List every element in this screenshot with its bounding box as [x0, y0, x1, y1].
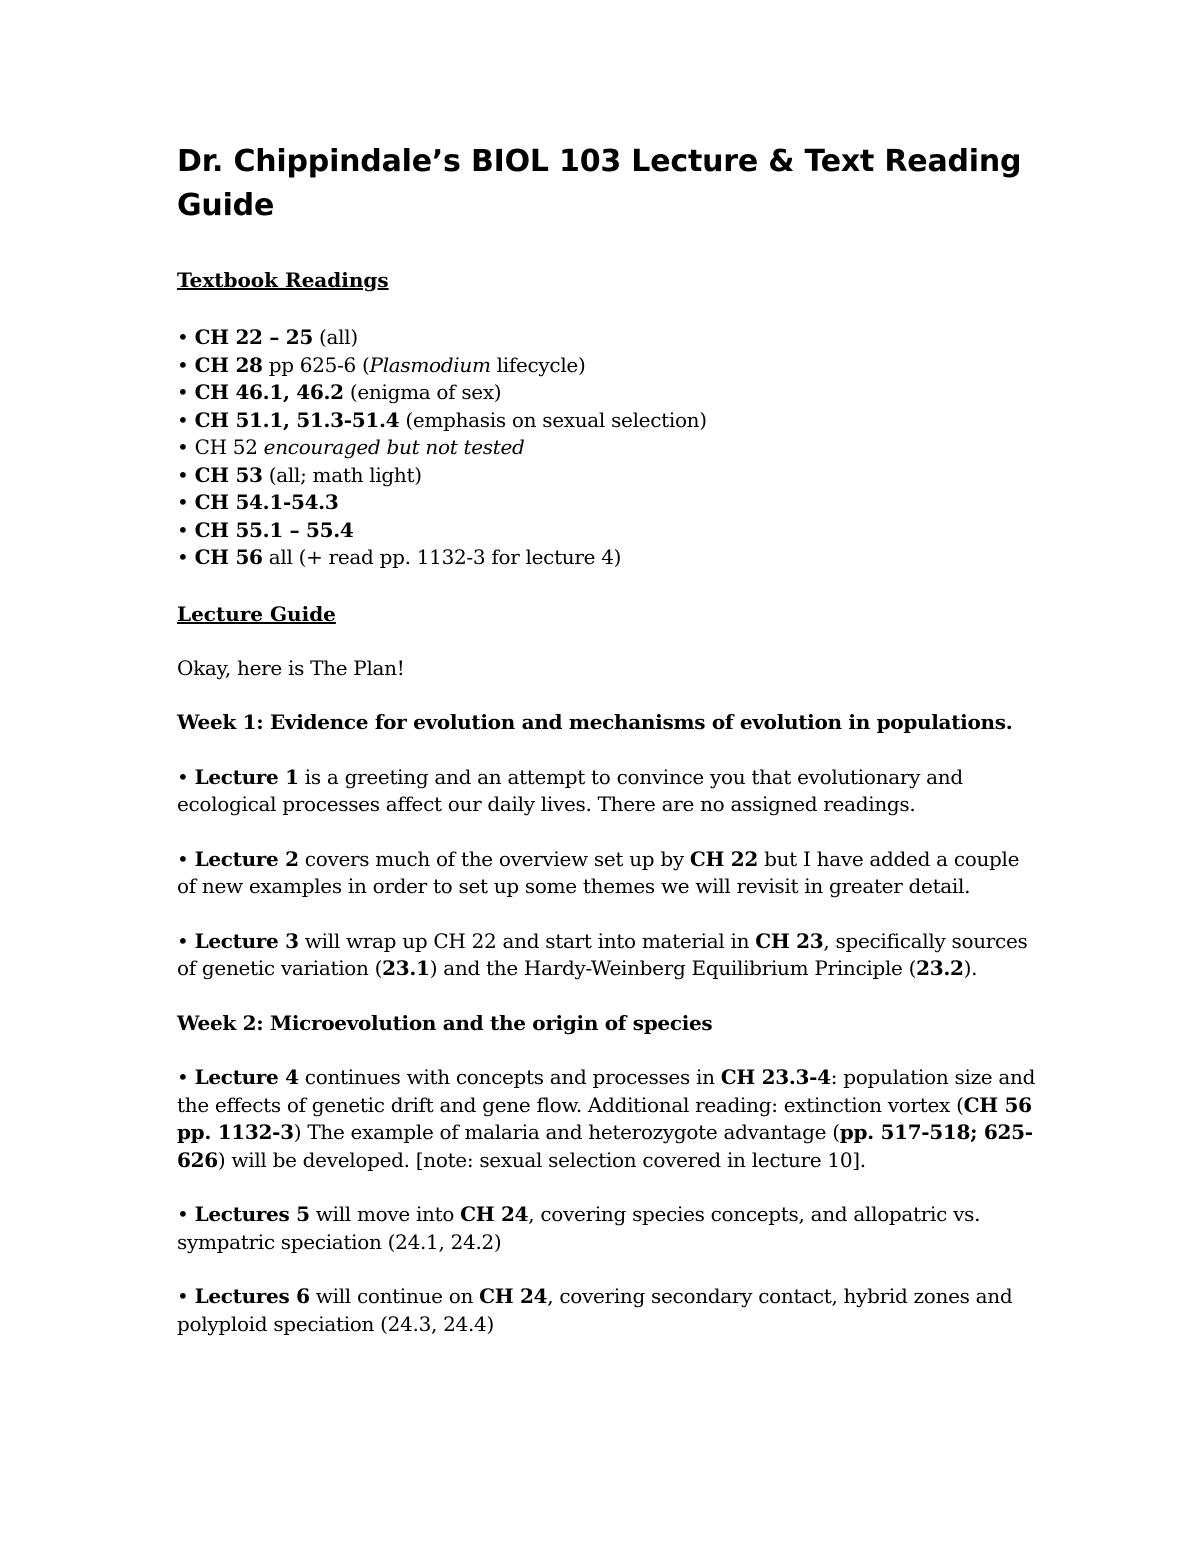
reading-item: • CH 51.1, 51.3-51.4 (emphasis on sexual selection) — [177, 407, 707, 432]
textbook-readings-heading: Textbook Readings — [177, 268, 389, 292]
lecture-5-paragraph: • Lectures 5 will move into CH 24, covering species concepts, and allopatric vs. sympatric speciation (24.1, 24.2) — [177, 1202, 981, 1254]
reading-item: • CH 56 all (+ read pp. 1132-3 for lecture 4) — [177, 545, 622, 569]
lecture-guide-intro: Okay, here is The Plan! — [177, 655, 405, 680]
lecture-guide-heading: Lecture Guide — [177, 601, 336, 626]
week-2-heading: Week 2: Microevolution and the origin of species — [177, 1010, 713, 1035]
week-1-heading: Week 1: Evidence for evolution and mechanisms of evolution in populations. — [177, 710, 1013, 734]
reading-item: • CH 52 encouraged but not tested — [177, 435, 525, 459]
reading-item: • CH 46.1, 46.2 (enigma of sex) — [177, 380, 502, 404]
lecture-3-paragraph: • Lecture 3 will wrap up CH 22 and start into material in CH 23, specifically sources of genetic variation (23.1) and the Hardy-Weinberg Equilibrium Principle (23.2). — [177, 928, 1028, 980]
reading-item: • CH 53 (all; math light) — [177, 462, 422, 487]
reading-item: • CH 22 – 25 (all) — [177, 325, 358, 349]
lecture-4-paragraph: • Lecture 4 continues with concepts and processes in CH 23.3-4: population size and the effects of genetic drift and gene flow. Additional reading: extinction vortex (CH 56 pp. 1132-3) The example of malaria and heterozygote advantage (pp. 517-518; 625-626) will be developed. [note: sexual selection covered in lecture 10]. — [177, 1065, 1036, 1172]
readings-list — [177, 324, 1037, 572]
document-title: Dr. Chippindale’s BIOL 103 Lecture & Text Reading Guide — [177, 144, 1022, 223]
lecture-2-paragraph: • Lecture 2 covers much of the overview set up by CH 22 but I have added a couple of new examples in order to set up some themes we will revisit in greater detail. — [177, 846, 1020, 898]
reading-item: • CH 55.1 – 55.4 — [177, 517, 354, 542]
reading-item: • CH 28 pp 625-6 (Plasmodium lifecycle) — [177, 352, 586, 377]
lecture-1-paragraph: • Lecture 1 is a greeting and an attempt to convince you that evolutionary and ecological processes affect our daily lives. There are no assigned readings. — [177, 764, 963, 816]
reading-item: • CH 54.1-54.3 — [177, 490, 339, 514]
lecture-6-paragraph: • Lectures 6 will continue on CH 24, covering secondary contact, hybrid zones and polyploid speciation (24.3, 24.4) — [177, 1284, 1013, 1336]
document-page — [177, 140, 1037, 1338]
